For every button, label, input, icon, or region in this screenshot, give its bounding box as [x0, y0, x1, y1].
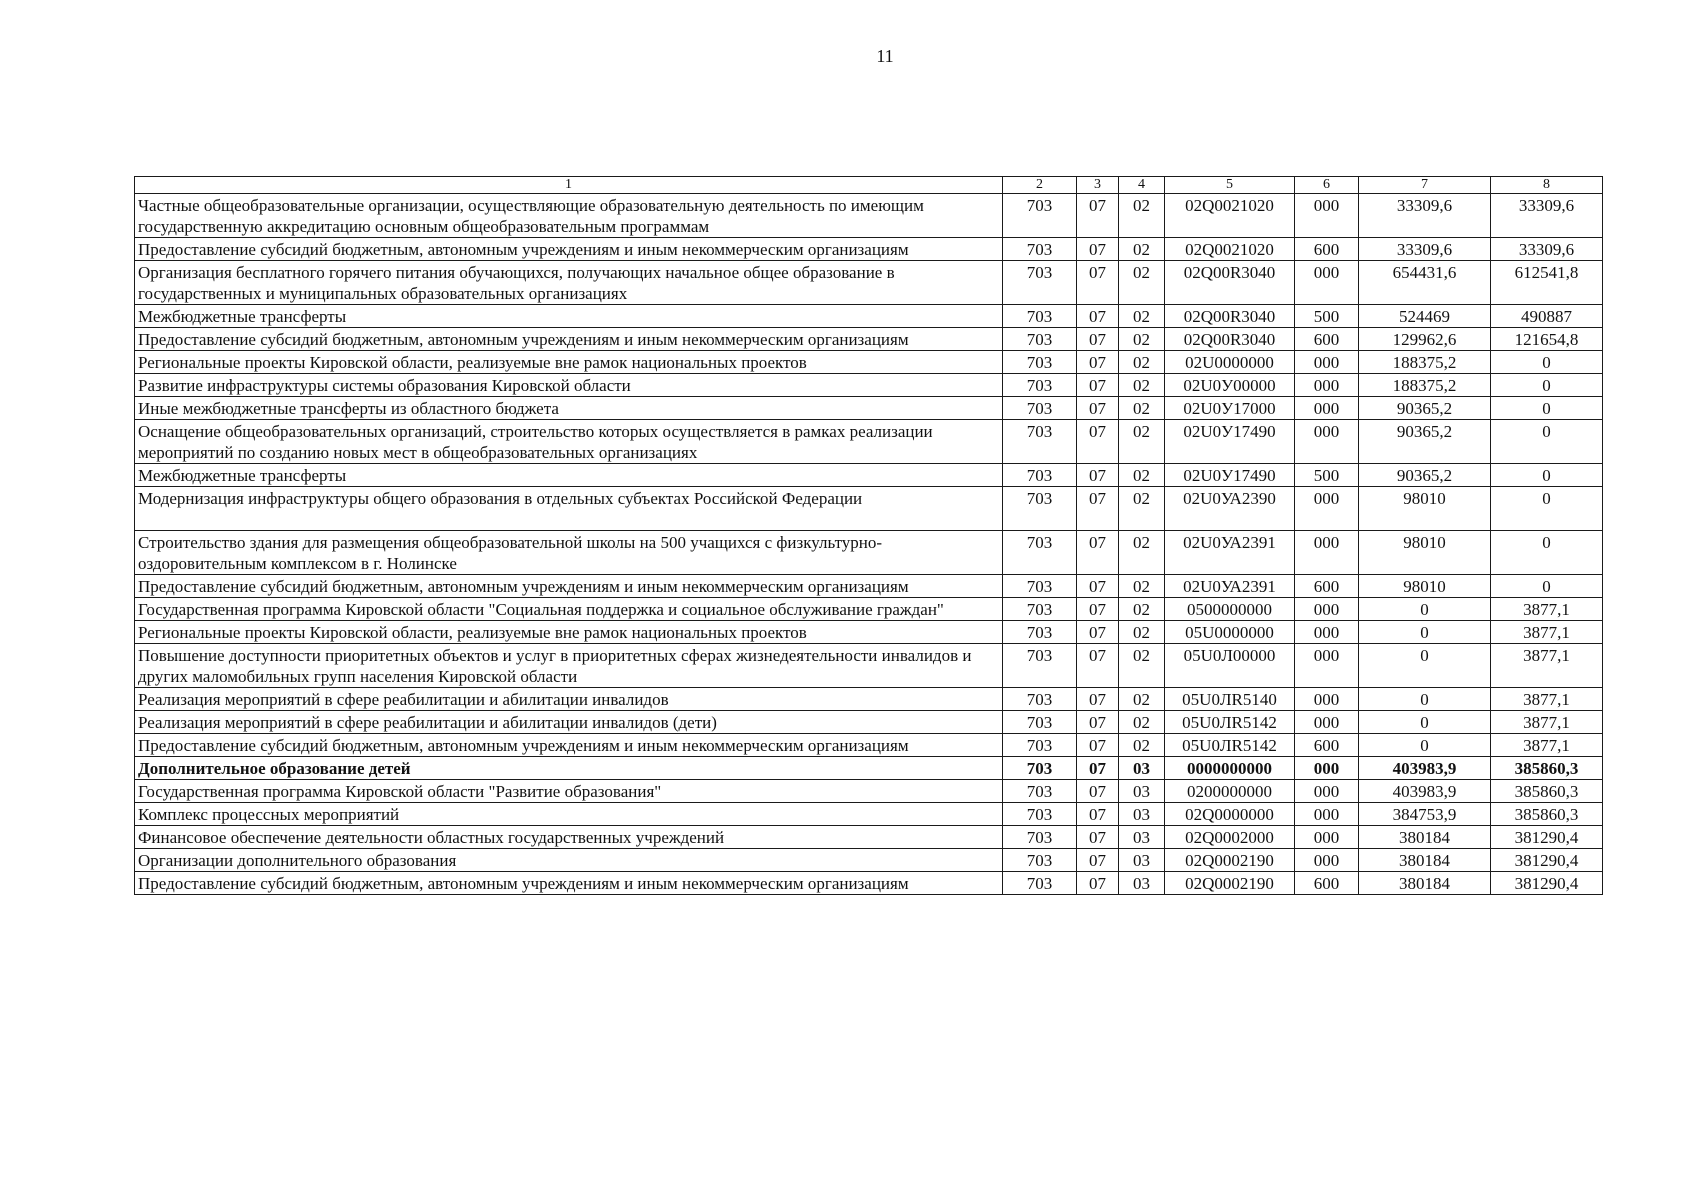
target-article: 02U0У00000 [1165, 374, 1295, 397]
ministry-code: 703 [1003, 734, 1077, 757]
section-code: 07 [1077, 575, 1119, 598]
expense-type: 600 [1295, 872, 1359, 895]
expense-type: 600 [1295, 328, 1359, 351]
section-code: 07 [1077, 397, 1119, 420]
amount-year-2: 0 [1491, 374, 1603, 397]
row-name: Организации дополнительного образования [135, 849, 1003, 872]
row-name: Иные межбюджетные трансферты из областного бюджета [135, 397, 1003, 420]
subsection-code: 03 [1119, 826, 1165, 849]
section-code: 07 [1077, 621, 1119, 644]
expense-type: 000 [1295, 351, 1359, 374]
expense-type: 600 [1295, 238, 1359, 261]
expense-type: 000 [1295, 598, 1359, 621]
expense-type: 000 [1295, 531, 1359, 575]
ministry-code: 703 [1003, 487, 1077, 531]
amount-year-2: 381290,4 [1491, 872, 1603, 895]
table-row [135, 464, 1603, 487]
amount-year-1: 0 [1359, 734, 1491, 757]
amount-year-2: 33309,6 [1491, 238, 1603, 261]
row-name: Строительство здания для размещения общеобразовательной школы на 500 учащихся с физкультурно-оздоровительным комплексом в г. Нолинске [135, 531, 1003, 575]
table-row [135, 261, 1603, 305]
subsection-code: 02 [1119, 621, 1165, 644]
expense-type: 000 [1295, 688, 1359, 711]
amount-year-2: 0 [1491, 531, 1603, 575]
ministry-code: 703 [1003, 872, 1077, 895]
amount-year-2: 3877,1 [1491, 621, 1603, 644]
amount-year-2: 0 [1491, 420, 1603, 464]
subsection-code: 02 [1119, 464, 1165, 487]
amount-year-1: 524469 [1359, 305, 1491, 328]
column-header-6: 6 [1295, 177, 1359, 194]
target-article: 05U0ЛR5140 [1165, 688, 1295, 711]
subsection-code: 02 [1119, 194, 1165, 238]
row-name: Дополнительное образование детей [135, 757, 1003, 780]
target-article: 02U0У17490 [1165, 420, 1295, 464]
target-article: 05U0ЛR5142 [1165, 711, 1295, 734]
section-code: 07 [1077, 194, 1119, 238]
row-name: Государственная программа Кировской области "Развитие образования" [135, 780, 1003, 803]
target-article: 0200000000 [1165, 780, 1295, 803]
amount-year-1: 0 [1359, 598, 1491, 621]
amount-year-1: 0 [1359, 688, 1491, 711]
amount-year-2: 0 [1491, 487, 1603, 531]
ministry-code: 703 [1003, 598, 1077, 621]
amount-year-1: 0 [1359, 644, 1491, 688]
amount-year-2: 0 [1491, 351, 1603, 374]
amount-year-2: 3877,1 [1491, 598, 1603, 621]
table-row [135, 826, 1603, 849]
ministry-code: 703 [1003, 803, 1077, 826]
table-row [135, 621, 1603, 644]
row-name: Региональные проекты Кировской области, реализуемые вне рамок национальных проектов [135, 351, 1003, 374]
amount-year-1: 403983,9 [1359, 780, 1491, 803]
table-row [135, 688, 1603, 711]
section-code: 07 [1077, 644, 1119, 688]
subsection-code: 03 [1119, 780, 1165, 803]
amount-year-2: 3877,1 [1491, 688, 1603, 711]
amount-year-1: 33309,6 [1359, 194, 1491, 238]
table-row [135, 397, 1603, 420]
target-article: 05U0ЛR5142 [1165, 734, 1295, 757]
target-article: 02U0УА2391 [1165, 531, 1295, 575]
amount-year-2: 385860,3 [1491, 803, 1603, 826]
target-article: 02Q00R3040 [1165, 305, 1295, 328]
section-code: 07 [1077, 328, 1119, 351]
amount-year-1: 380184 [1359, 872, 1491, 895]
table-row [135, 238, 1603, 261]
amount-year-2: 381290,4 [1491, 849, 1603, 872]
ministry-code: 703 [1003, 826, 1077, 849]
amount-year-2: 0 [1491, 397, 1603, 420]
row-name: Реализация мероприятий в сфере реабилитации и абилитации инвалидов (дети) [135, 711, 1003, 734]
column-header-4: 4 [1119, 177, 1165, 194]
subsection-code: 02 [1119, 328, 1165, 351]
expense-type: 000 [1295, 757, 1359, 780]
subsection-code: 02 [1119, 238, 1165, 261]
amount-year-2: 612541,8 [1491, 261, 1603, 305]
amount-year-1: 98010 [1359, 487, 1491, 531]
row-name: Комплекс процессных мероприятий [135, 803, 1003, 826]
expense-type: 000 [1295, 487, 1359, 531]
section-code: 07 [1077, 351, 1119, 374]
subsection-code: 03 [1119, 872, 1165, 895]
ministry-code: 703 [1003, 621, 1077, 644]
table-row [135, 734, 1603, 757]
ministry-code: 703 [1003, 531, 1077, 575]
row-name: Предоставление субсидий бюджетным, автономным учреждениям и иным некоммерческим организациям [135, 575, 1003, 598]
expense-type: 000 [1295, 374, 1359, 397]
amount-year-1: 0 [1359, 621, 1491, 644]
target-article: 02Q0002190 [1165, 849, 1295, 872]
section-code: 07 [1077, 420, 1119, 464]
subsection-code: 02 [1119, 575, 1165, 598]
subsection-code: 02 [1119, 734, 1165, 757]
amount-year-2: 381290,4 [1491, 826, 1603, 849]
page-number: 11 [876, 46, 894, 66]
section-code: 07 [1077, 849, 1119, 872]
amount-year-1: 0 [1359, 711, 1491, 734]
table-row [135, 803, 1603, 826]
row-name: Предоставление субсидий бюджетным, автономным учреждениям и иным некоммерческим организациям [135, 328, 1003, 351]
section-code: 07 [1077, 711, 1119, 734]
amount-year-1: 90365,2 [1359, 397, 1491, 420]
amount-year-1: 384753,9 [1359, 803, 1491, 826]
ministry-code: 703 [1003, 711, 1077, 734]
target-article: 02Q0021020 [1165, 238, 1295, 261]
amount-year-2: 3877,1 [1491, 734, 1603, 757]
target-article: 02Q00R3040 [1165, 328, 1295, 351]
target-article: 0000000000 [1165, 757, 1295, 780]
section-code: 07 [1077, 734, 1119, 757]
amount-year-2: 3877,1 [1491, 711, 1603, 734]
ministry-code: 703 [1003, 757, 1077, 780]
table-header [135, 177, 1603, 194]
expense-type: 000 [1295, 194, 1359, 238]
amount-year-1: 380184 [1359, 826, 1491, 849]
target-article: 05U0000000 [1165, 621, 1295, 644]
table-row [135, 487, 1603, 531]
expense-type: 000 [1295, 711, 1359, 734]
expense-type: 000 [1295, 803, 1359, 826]
expense-type: 000 [1295, 780, 1359, 803]
ministry-code: 703 [1003, 351, 1077, 374]
column-header-5: 5 [1165, 177, 1295, 194]
section-code: 07 [1077, 531, 1119, 575]
section-code: 07 [1077, 487, 1119, 531]
section-code: 07 [1077, 688, 1119, 711]
amount-year-1: 403983,9 [1359, 757, 1491, 780]
row-name: Государственная программа Кировской области "Социальная поддержка и социальное обслуживание граждан" [135, 598, 1003, 621]
ministry-code: 703 [1003, 238, 1077, 261]
amount-year-2: 0 [1491, 464, 1603, 487]
ministry-code: 703 [1003, 849, 1077, 872]
amount-year-1: 33309,6 [1359, 238, 1491, 261]
target-article: 02Q0002000 [1165, 826, 1295, 849]
amount-year-1: 90365,2 [1359, 464, 1491, 487]
expense-type: 000 [1295, 849, 1359, 872]
subsection-code: 02 [1119, 305, 1165, 328]
amount-year-1: 98010 [1359, 531, 1491, 575]
amount-year-1: 188375,2 [1359, 374, 1491, 397]
ministry-code: 703 [1003, 194, 1077, 238]
amount-year-1: 380184 [1359, 849, 1491, 872]
ministry-code: 703 [1003, 374, 1077, 397]
section-code: 07 [1077, 826, 1119, 849]
section-code: 07 [1077, 598, 1119, 621]
expense-type: 600 [1295, 734, 1359, 757]
expense-type: 000 [1295, 420, 1359, 464]
amount-year-2: 121654,8 [1491, 328, 1603, 351]
target-article: 05U0Л00000 [1165, 644, 1295, 688]
subsection-code: 03 [1119, 849, 1165, 872]
subsection-code: 02 [1119, 711, 1165, 734]
table-row [135, 531, 1603, 575]
target-article: 02U0У17490 [1165, 464, 1295, 487]
ministry-code: 703 [1003, 780, 1077, 803]
expense-type: 000 [1295, 826, 1359, 849]
target-article: 02U0УА2391 [1165, 575, 1295, 598]
target-article: 02Q0000000 [1165, 803, 1295, 826]
section-code: 07 [1077, 872, 1119, 895]
table-row [135, 351, 1603, 374]
subsection-code: 02 [1119, 374, 1165, 397]
ministry-code: 703 [1003, 644, 1077, 688]
target-article: 02Q0021020 [1165, 194, 1295, 238]
subsection-code: 02 [1119, 487, 1165, 531]
expense-type: 600 [1295, 575, 1359, 598]
section-code: 07 [1077, 780, 1119, 803]
subsection-code: 03 [1119, 757, 1165, 780]
expense-type: 500 [1295, 464, 1359, 487]
row-name: Предоставление субсидий бюджетным, автономным учреждениям и иным некоммерческим организациям [135, 238, 1003, 261]
column-header-1: 1 [135, 177, 1003, 194]
amount-year-1: 98010 [1359, 575, 1491, 598]
header-row [135, 177, 1603, 194]
row-name: Модернизация инфраструктуры общего образования в отдельных субъектах Российской Федерации [135, 487, 1003, 531]
ministry-code: 703 [1003, 397, 1077, 420]
table-row [135, 644, 1603, 688]
subsection-code: 03 [1119, 803, 1165, 826]
amount-year-2: 3877,1 [1491, 644, 1603, 688]
amount-year-1: 188375,2 [1359, 351, 1491, 374]
row-name: Предоставление субсидий бюджетным, автономным учреждениям и иным некоммерческим организациям [135, 872, 1003, 895]
ministry-code: 703 [1003, 420, 1077, 464]
row-name: Повышение доступности приоритетных объектов и услуг в приоритетных сферах жизнедеятельности инвалидов и других маломобильных групп населения Кировской области [135, 644, 1003, 688]
amount-year-2: 490887 [1491, 305, 1603, 328]
amount-year-2: 385860,3 [1491, 780, 1603, 803]
table-row [135, 780, 1603, 803]
table-row [135, 598, 1603, 621]
subsection-code: 02 [1119, 688, 1165, 711]
table-body [135, 194, 1603, 895]
table-row [135, 872, 1603, 895]
row-name: Реализация мероприятий в сфере реабилитации и абилитации инвалидов [135, 688, 1003, 711]
row-name: Предоставление субсидий бюджетным, автономным учреждениям и иным некоммерческим организациям [135, 734, 1003, 757]
row-name: Развитие инфраструктуры системы образования Кировской области [135, 374, 1003, 397]
ministry-code: 703 [1003, 328, 1077, 351]
column-header-3: 3 [1077, 177, 1119, 194]
section-code: 07 [1077, 464, 1119, 487]
column-header-8: 8 [1491, 177, 1603, 194]
expense-type: 000 [1295, 644, 1359, 688]
row-name: Оснащение общеобразовательных организаций, строительство которых осуществляется в рамках реализации мероприятий по созданию новых мест в общеобразовательных организациях [135, 420, 1003, 464]
target-article: 02Q00R3040 [1165, 261, 1295, 305]
ministry-code: 703 [1003, 575, 1077, 598]
amount-year-2: 0 [1491, 575, 1603, 598]
column-header-7: 7 [1359, 177, 1491, 194]
subsection-code: 02 [1119, 351, 1165, 374]
subsection-code: 02 [1119, 420, 1165, 464]
subsection-code: 02 [1119, 644, 1165, 688]
target-article: 02U0У17000 [1165, 397, 1295, 420]
amount-year-2: 385860,3 [1491, 757, 1603, 780]
ministry-code: 703 [1003, 688, 1077, 711]
table-row [135, 194, 1603, 238]
table-row [135, 757, 1603, 780]
subsection-code: 02 [1119, 397, 1165, 420]
amount-year-1: 90365,2 [1359, 420, 1491, 464]
expense-type: 500 [1295, 305, 1359, 328]
section-code: 07 [1077, 261, 1119, 305]
table-row [135, 374, 1603, 397]
subsection-code: 02 [1119, 531, 1165, 575]
amount-year-2: 33309,6 [1491, 194, 1603, 238]
amount-year-1: 129962,6 [1359, 328, 1491, 351]
section-code: 07 [1077, 803, 1119, 826]
table-row [135, 305, 1603, 328]
target-article: 02U0УА2390 [1165, 487, 1295, 531]
table-row [135, 849, 1603, 872]
ministry-code: 703 [1003, 464, 1077, 487]
amount-year-1: 654431,6 [1359, 261, 1491, 305]
section-code: 07 [1077, 305, 1119, 328]
expense-type: 000 [1295, 621, 1359, 644]
target-article: 02U0000000 [1165, 351, 1295, 374]
section-code: 07 [1077, 374, 1119, 397]
table-row [135, 575, 1603, 598]
expense-type: 000 [1295, 397, 1359, 420]
row-name: Частные общеобразовательные организации, осуществляющие образовательную деятельность по имеющим государственную аккредитацию основным общеобразовательным программам [135, 194, 1003, 238]
row-name: Межбюджетные трансферты [135, 464, 1003, 487]
row-name: Региональные проекты Кировской области, реализуемые вне рамок национальных проектов [135, 621, 1003, 644]
row-name: Межбюджетные трансферты [135, 305, 1003, 328]
section-code: 07 [1077, 238, 1119, 261]
subsection-code: 02 [1119, 598, 1165, 621]
budget-table [134, 176, 1603, 895]
row-name: Финансовое обеспечение деятельности областных государственных учреждений [135, 826, 1003, 849]
section-code: 07 [1077, 757, 1119, 780]
target-article: 0500000000 [1165, 598, 1295, 621]
table-row [135, 711, 1603, 734]
row-name: Организация бесплатного горячего питания обучающихся, получающих начальное общее образование в государственных и муниципальных образовательных организациях [135, 261, 1003, 305]
table-row [135, 420, 1603, 464]
column-header-2: 2 [1003, 177, 1077, 194]
subsection-code: 02 [1119, 261, 1165, 305]
ministry-code: 703 [1003, 305, 1077, 328]
target-article: 02Q0002190 [1165, 872, 1295, 895]
expense-type: 000 [1295, 261, 1359, 305]
table-row [135, 328, 1603, 351]
ministry-code: 703 [1003, 261, 1077, 305]
